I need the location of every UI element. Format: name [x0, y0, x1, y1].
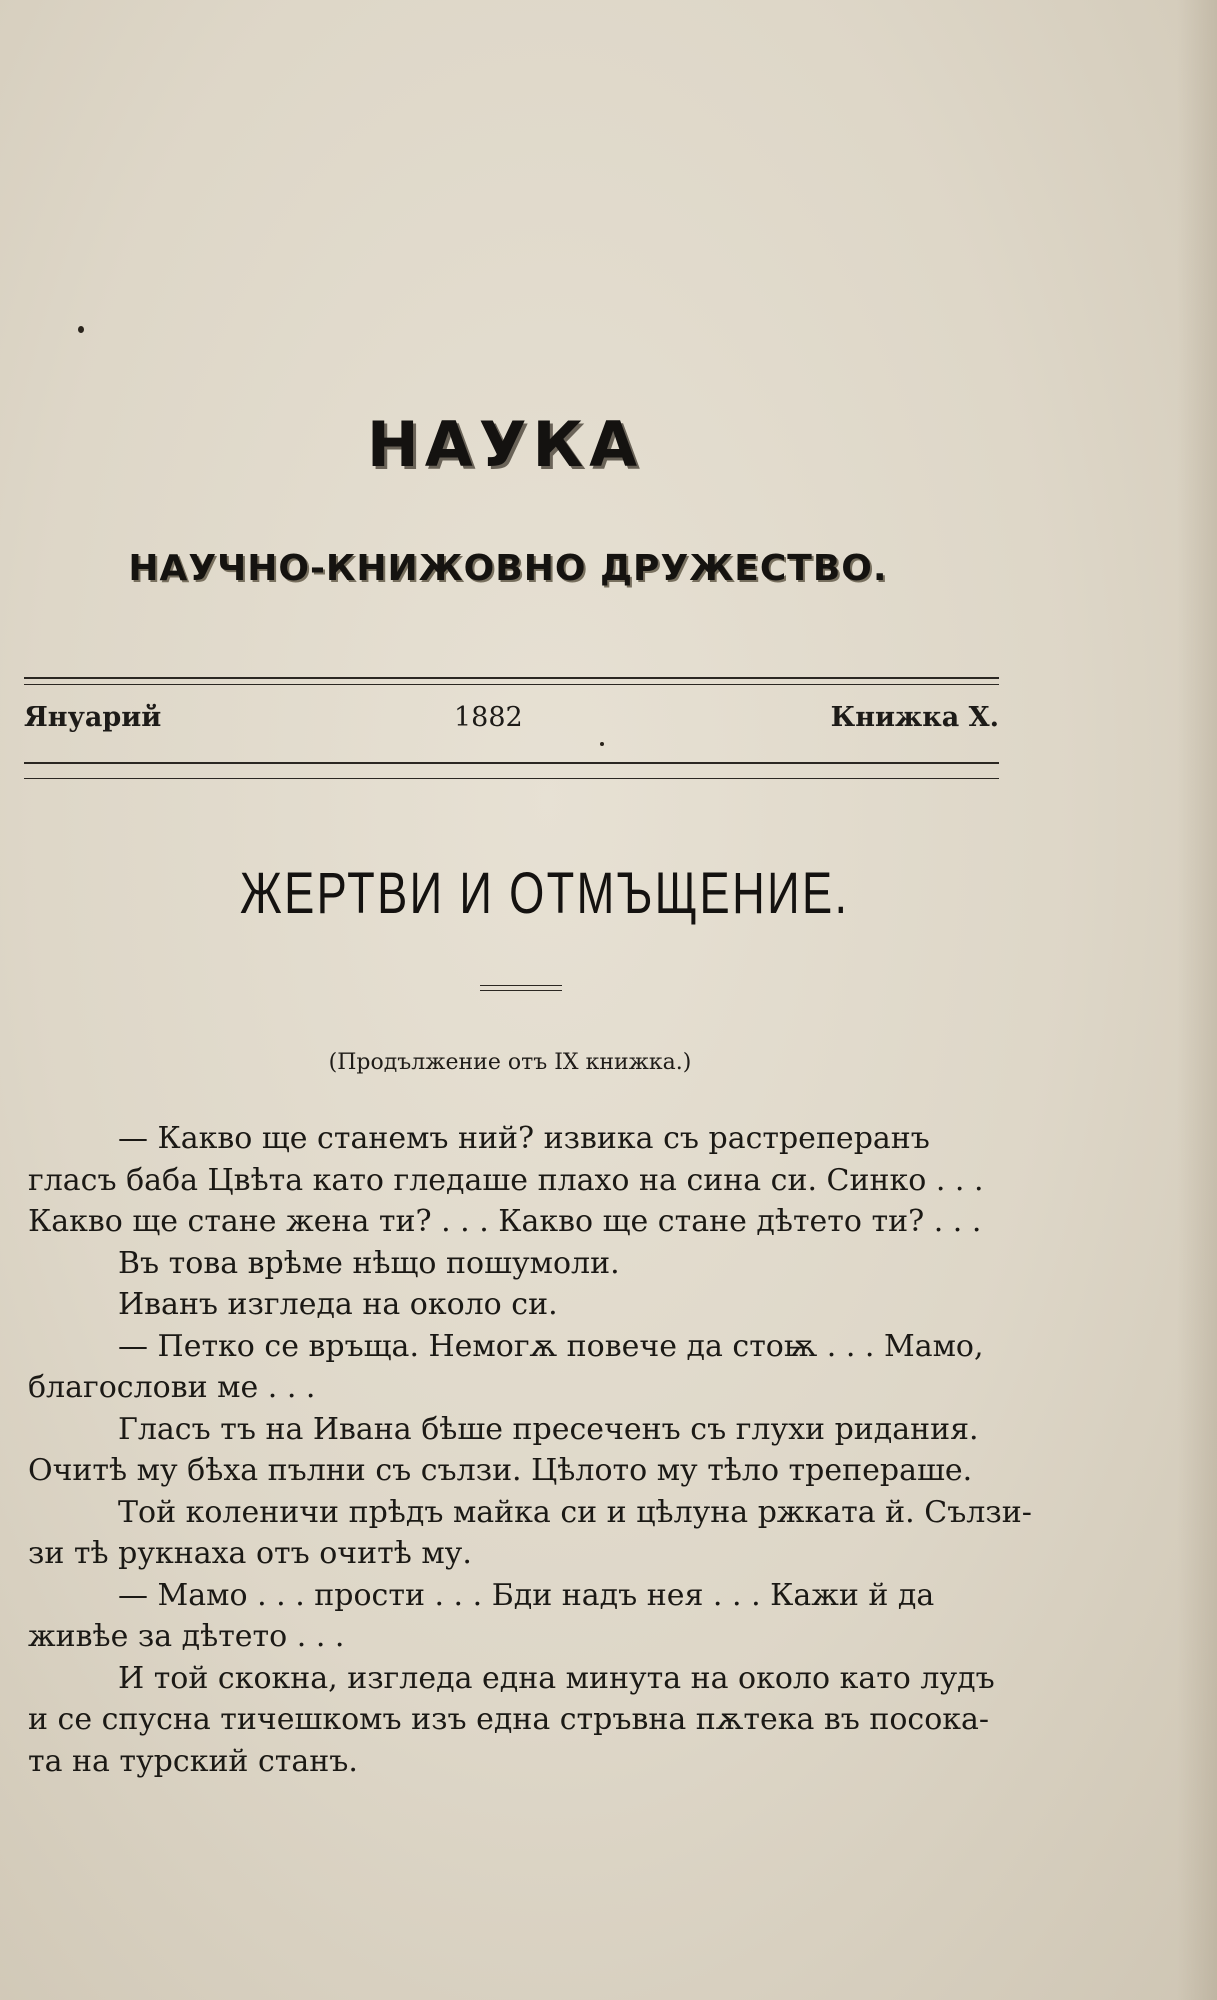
- text-line: та на турский станъ.: [28, 1743, 358, 1779]
- ink-speck: [600, 742, 604, 746]
- issue-number: Книжка X.: [830, 702, 999, 733]
- bottom-rule: [24, 762, 999, 764]
- ink-speck: [78, 326, 84, 333]
- continuation-note: (Продължение отъ IX книжка.): [328, 1050, 692, 1075]
- bottom-rule-thin: [24, 778, 999, 779]
- text-line: Иванъ изгледа на около си.: [118, 1287, 558, 1322]
- text-line: Въ това врѣме нѣщо пошумоли.: [118, 1245, 620, 1281]
- text-line: — Мамо . . . прости . . . Бди надъ нея . . . Кажи й да: [118, 1577, 935, 1613]
- text-line: Какво ще стане жена ти? . . . Какво ще стане дѣтето ти? . . .: [28, 1204, 982, 1239]
- article-body: [28, 1118, 1032, 1782]
- page-edge-shadow: [1177, 0, 1217, 2000]
- issue-info-row: [24, 702, 999, 742]
- journal-subtitle: НАУЧНО-КНИЖОВНО ДРУЖЕСТВО.: [128, 548, 888, 589]
- text-line: Гласъ тъ на Ивана бѣше пресеченъ съ глухи ридания.: [118, 1411, 979, 1447]
- text-line: Очитѣ му бѣха пълни съ сълзи. Цѣлото му тѣло трепераше.: [28, 1453, 973, 1488]
- text-line: — Петко се връща. Немогѫ повече да стоѭ . . . Мамо,: [118, 1328, 984, 1364]
- text-line: гласъ баба Цвѣта като гледаше плахо на сина си. Синко . . .: [28, 1162, 984, 1198]
- article-title: ЖЕРТВИ И ОТМЪЩЕНИЕ.: [240, 861, 850, 926]
- text-line: И той скокна, изгледа една минута на около като лудъ: [118, 1660, 995, 1696]
- text-line: и се спусна тичешкомъ изъ една стръвна пѫтека въ посока-: [28, 1702, 990, 1737]
- text-line: благослови ме . . .: [28, 1370, 316, 1405]
- top-rule: [24, 677, 999, 679]
- title-ornament-rule: [480, 985, 562, 991]
- text-line: зи тѣ рукнаха отъ очитѣ му.: [28, 1536, 472, 1571]
- journal-title: НАУКА: [366, 408, 644, 481]
- issue-month: Януарий: [24, 702, 162, 733]
- text-line: — Какво ще станемъ ний? извика съ растреперанъ: [118, 1121, 930, 1156]
- issue-year: 1882: [454, 702, 523, 733]
- text-line: живѣе за дѣтето . . .: [28, 1619, 345, 1654]
- top-rule-thin: [24, 684, 999, 685]
- text-line: Той коленичи прѣдъ майка си и цѣлуна ржката й. Сълзи-: [118, 1494, 1032, 1530]
